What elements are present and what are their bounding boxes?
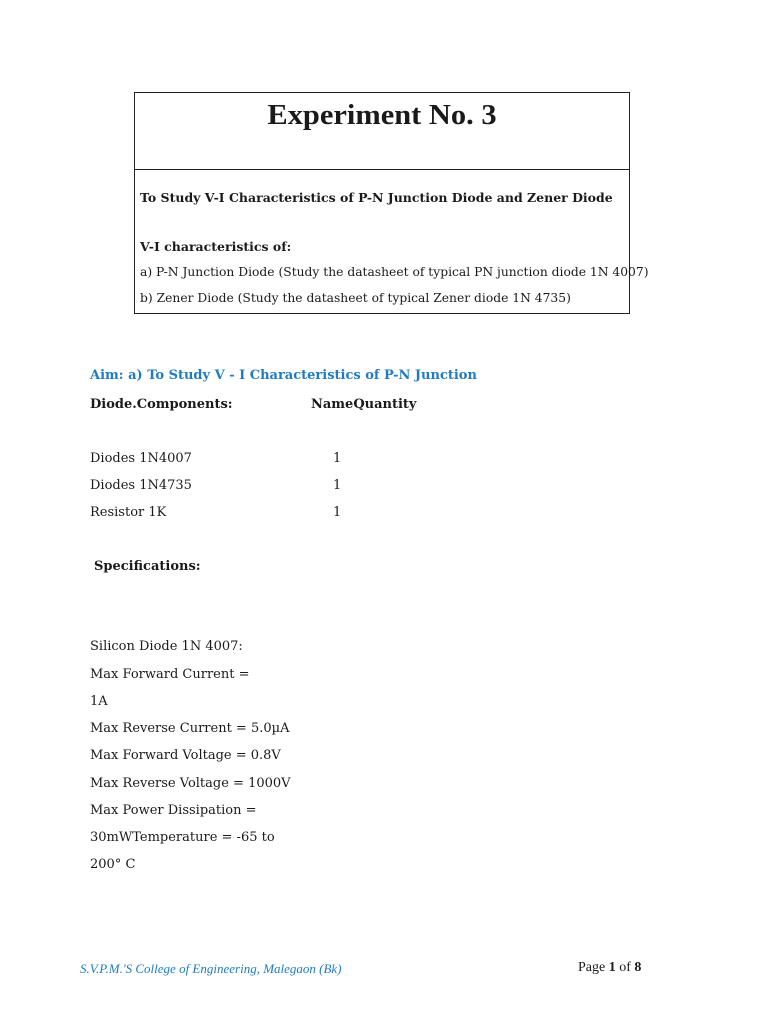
page-total: 8 <box>634 960 642 975</box>
specifications-heading: Specifications: <box>94 559 201 574</box>
spec-line: 30mWTemperature = -65 to <box>90 830 275 845</box>
page-current: 1 <box>608 960 616 975</box>
component-qty: 1 <box>333 478 342 493</box>
title-cell <box>135 93 629 170</box>
spec-line: 200° C <box>90 857 136 872</box>
spec-line: Max Power Dissipation = <box>90 803 257 818</box>
spec-line: Max Reverse Current = 5.0µA <box>90 721 290 736</box>
page-of: of <box>619 960 631 975</box>
components-heading: Diode.Components: <box>90 397 233 412</box>
component-qty: 1 <box>333 451 342 466</box>
aim-heading: Aim: a) To Study V - I Characteristics of P-N Junction <box>90 368 477 383</box>
spec-line: 1A <box>90 694 108 709</box>
item-a: a) P-N Junction Diode (Study the datasheet of typical PN junction diode 1N 4007) <box>140 265 649 279</box>
component-name: Resistor 1K <box>90 505 167 520</box>
page-prefix: Page <box>578 960 606 975</box>
spec-line: Max Reverse Voltage = 1000V <box>90 776 291 791</box>
spec-line: Max Forward Voltage = 0.8V <box>90 748 281 763</box>
vi-heading: V-I characteristics of: <box>140 239 292 254</box>
item-b: b) Zener Diode (Study the datasheet of typical Zener diode 1N 4735) <box>140 291 571 305</box>
spec-line: Max Forward Current = <box>90 667 250 682</box>
component-name: Diodes 1N4735 <box>90 478 192 493</box>
experiment-subtitle: To Study V-I Characteristics of P-N Junction Diode and Zener Diode <box>140 190 613 205</box>
spec-line: Silicon Diode 1N 4007: <box>90 639 243 654</box>
page-title: Experiment No. 3 <box>267 99 497 131</box>
component-qty: 1 <box>333 505 342 520</box>
page-number <box>578 960 641 976</box>
footer-college: S.V.P.M.'S College of Engineering, Malegaon (Bk) <box>80 961 342 976</box>
name-quantity-heading: NameQuantity <box>311 397 417 412</box>
component-name: Diodes 1N4007 <box>90 451 192 466</box>
